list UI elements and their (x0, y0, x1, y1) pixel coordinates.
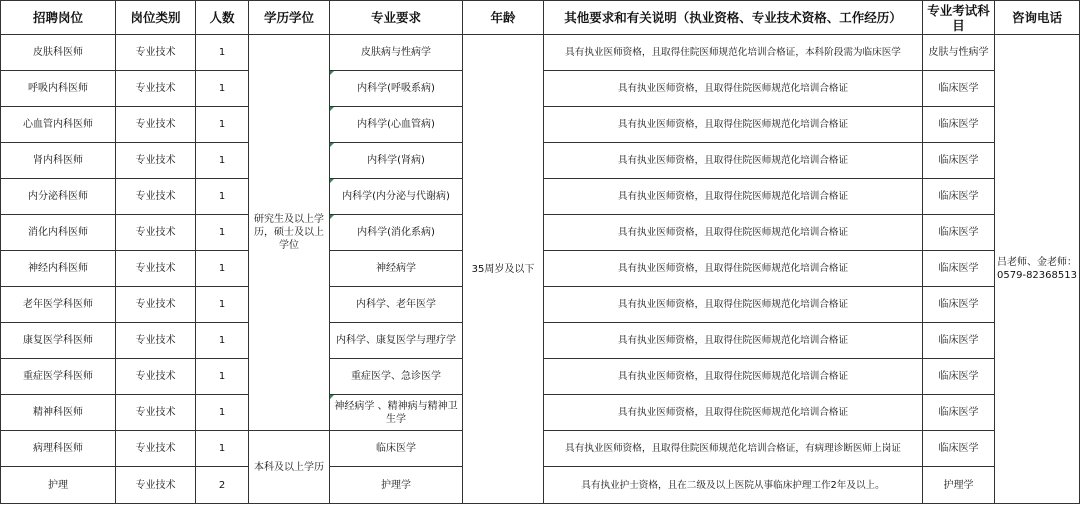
other-requirements-cell: 具有执业医师资格，且取得住院医师规范化培训合格证 (544, 179, 923, 215)
position-cell: 神经内科医师 (1, 251, 116, 287)
other-requirements-cell: 具有执业医师资格，且取得住院医师规范化培训合格证，有病理诊断医师上岗证 (544, 431, 923, 467)
cell-comment-marker (330, 179, 334, 183)
header-education: 学历学位 (249, 1, 330, 35)
major-cell (330, 143, 463, 179)
count-cell: 1 (196, 71, 249, 107)
major-cell: 护理学 (330, 467, 463, 504)
count-cell: 1 (196, 395, 249, 431)
category-cell: 专业技术 (116, 215, 196, 251)
exam-subject-cell: 临床医学 (923, 251, 995, 287)
major-text: 内科学(呼吸系病) (357, 83, 435, 94)
header-contact: 咨询电话 (995, 1, 1080, 35)
count-cell: 1 (196, 359, 249, 395)
major-cell (330, 107, 463, 143)
position-cell: 老年医学科医师 (1, 287, 116, 323)
major-cell: 重症医学、急诊医学 (330, 359, 463, 395)
category-cell: 专业技术 (116, 107, 196, 143)
count-cell: 2 (196, 467, 249, 504)
major-text: 内科学(内分泌与代谢病) (342, 191, 450, 202)
education-cell-graduate: 研究生及以上学历，硕士及以上学位 (249, 35, 330, 431)
position-cell: 消化内科医师 (1, 215, 116, 251)
count-cell: 1 (196, 431, 249, 467)
other-requirements-cell: 具有执业护士资格，且在二级及以上医院从事临床护理工作2年及以上。 (544, 467, 923, 504)
cell-comment-marker (330, 143, 334, 147)
position-cell: 康复医学科医师 (1, 323, 116, 359)
position-cell: 心血管内科医师 (1, 107, 116, 143)
exam-subject-cell: 临床医学 (923, 71, 995, 107)
major-cell: 内科学、老年医学 (330, 287, 463, 323)
category-cell: 专业技术 (116, 35, 196, 71)
count-cell: 1 (196, 107, 249, 143)
category-cell: 专业技术 (116, 431, 196, 467)
contact-phone-cell: 吕老师、金老师：0579-82368513 (995, 35, 1080, 504)
header-row (1, 1, 1080, 35)
major-cell (330, 179, 463, 215)
exam-subject-cell: 护理学 (923, 467, 995, 504)
category-cell: 专业技术 (116, 287, 196, 323)
header-count: 人数 (196, 1, 249, 35)
exam-subject-cell: 临床医学 (923, 287, 995, 323)
position-cell: 精神科医师 (1, 395, 116, 431)
other-requirements-cell: 具有执业医师资格，且取得住院医师规范化培训合格证 (544, 395, 923, 431)
other-requirements-cell: 具有执业医师资格，且取得住院医师规范化培训合格证 (544, 71, 923, 107)
exam-subject-cell: 临床医学 (923, 359, 995, 395)
count-cell: 1 (196, 35, 249, 71)
exam-subject-cell: 临床医学 (923, 179, 995, 215)
position-cell: 病理科医师 (1, 431, 116, 467)
position-cell: 肾内科医师 (1, 143, 116, 179)
other-requirements-cell: 具有执业医师资格，且取得住院医师规范化培训合格证，本科阶段需为临床医学 (544, 35, 923, 71)
major-cell (330, 71, 463, 107)
category-cell: 专业技术 (116, 179, 196, 215)
cell-comment-marker (330, 71, 334, 75)
exam-subject-cell: 临床医学 (923, 107, 995, 143)
header-major: 专业要求 (330, 1, 463, 35)
major-cell (330, 395, 463, 431)
major-text: 神经病学 、精神病与精神卫生学 (334, 400, 458, 425)
count-cell: 1 (196, 323, 249, 359)
exam-subject-cell: 临床医学 (923, 323, 995, 359)
category-cell: 专业技术 (116, 71, 196, 107)
count-cell: 1 (196, 215, 249, 251)
education-cell-undergraduate: 本科及以上学历 (249, 431, 330, 504)
position-cell: 重症医学科医师 (1, 359, 116, 395)
cell-comment-marker (330, 215, 334, 219)
major-cell: 神经病学 (330, 251, 463, 287)
cell-comment-marker (330, 107, 334, 111)
major-cell (330, 215, 463, 251)
category-cell: 专业技术 (116, 323, 196, 359)
major-cell: 临床医学 (330, 431, 463, 467)
header-position: 招聘岗位 (1, 1, 116, 35)
other-requirements-cell: 具有执业医师资格，且取得住院医师规范化培训合格证 (544, 215, 923, 251)
major-text: 内科学(心血管病) (357, 119, 435, 130)
exam-subject-cell: 临床医学 (923, 431, 995, 467)
category-cell: 专业技术 (116, 143, 196, 179)
position-cell: 皮肤科医师 (1, 35, 116, 71)
other-requirements-cell: 具有执业医师资格，且取得住院医师规范化培训合格证 (544, 143, 923, 179)
count-cell: 1 (196, 179, 249, 215)
header-category: 岗位类别 (116, 1, 196, 35)
position-cell: 呼吸内科医师 (1, 71, 116, 107)
major-text: 内科学(消化系病) (357, 227, 435, 238)
count-cell: 1 (196, 287, 249, 323)
category-cell: 专业技术 (116, 359, 196, 395)
count-cell: 1 (196, 143, 249, 179)
major-cell: 皮肤病与性病学 (330, 35, 463, 71)
position-cell: 护理 (1, 467, 116, 504)
cell-comment-marker (330, 395, 334, 399)
category-cell: 专业技术 (116, 395, 196, 431)
header-age: 年龄 (463, 1, 544, 35)
header-other: 其他要求和有关说明（执业资格、专业技术资格、工作经历） (544, 1, 923, 35)
age-cell: 35周岁及以下 (463, 35, 544, 504)
position-cell: 内分泌科医师 (1, 179, 116, 215)
table-row (1, 35, 1080, 71)
header-exam: 专业考试科目 (923, 1, 995, 35)
other-requirements-cell: 具有执业医师资格，且取得住院医师规范化培训合格证 (544, 107, 923, 143)
exam-subject-cell: 临床医学 (923, 143, 995, 179)
other-requirements-cell: 具有执业医师资格，且取得住院医师规范化培训合格证 (544, 287, 923, 323)
other-requirements-cell: 具有执业医师资格，且取得住院医师规范化培训合格证 (544, 251, 923, 287)
category-cell: 专业技术 (116, 467, 196, 504)
count-cell: 1 (196, 251, 249, 287)
major-text: 内科学(肾病) (367, 155, 425, 166)
other-requirements-cell: 具有执业医师资格，且取得住院医师规范化培训合格证 (544, 359, 923, 395)
exam-subject-cell: 临床医学 (923, 395, 995, 431)
exam-subject-cell: 临床医学 (923, 215, 995, 251)
other-requirements-cell: 具有执业医师资格，且取得住院医师规范化培训合格证 (544, 323, 923, 359)
category-cell: 专业技术 (116, 251, 196, 287)
exam-subject-cell: 皮肤与性病学 (923, 35, 995, 71)
major-cell: 内科学、康复医学与理疗学 (330, 323, 463, 359)
